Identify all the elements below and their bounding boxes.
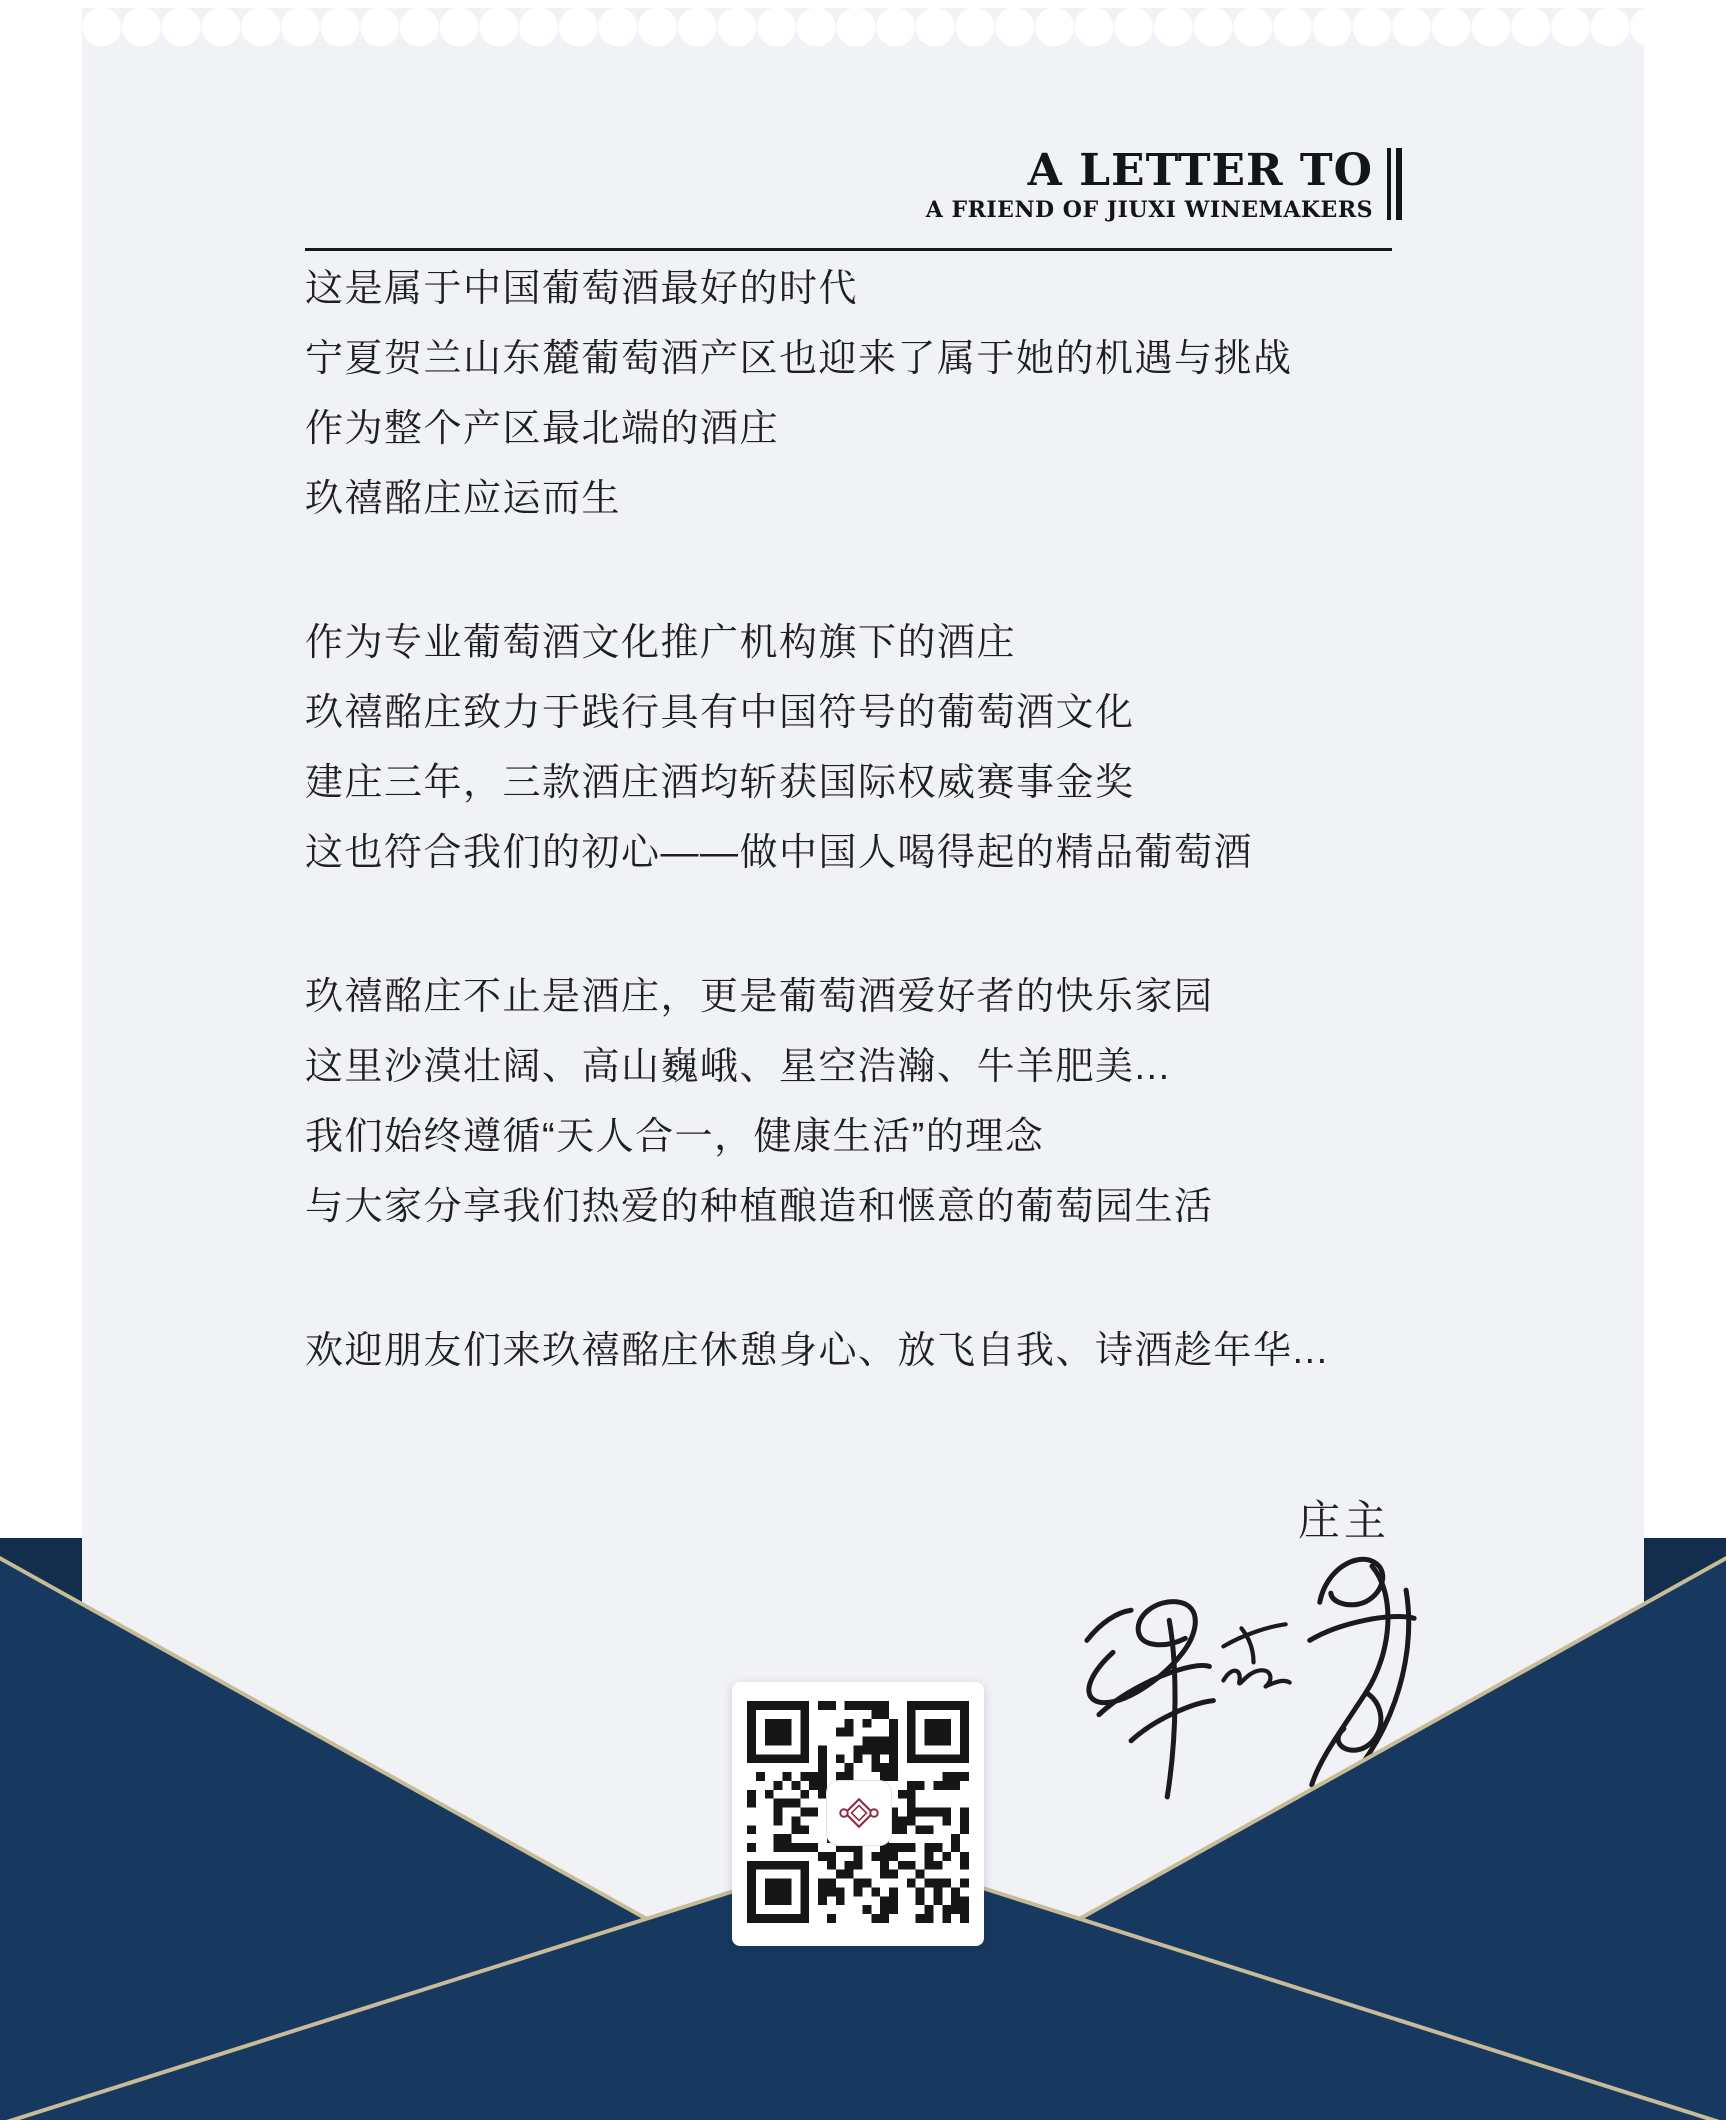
qr-center-logo bbox=[826, 1780, 892, 1846]
letter-line: 与大家分享我们热爱的种植酿造和惬意的葡萄园生活 bbox=[305, 1186, 1214, 1228]
letter-line: 宁夏贺兰山东麓葡萄酒产区也迎来了属于她的机遇与挑战 bbox=[305, 338, 1293, 380]
header-subtitle: A FRIEND OF JIUXI WINEMAKERS bbox=[925, 197, 1373, 224]
header-title: A LETTER TO bbox=[1027, 145, 1373, 196]
letter-line: 玖禧酩庄不止是酒庄，更是葡萄酒爱好者的快乐家园 bbox=[305, 976, 1214, 1018]
letter-line: 欢迎朋友们来玖禧酩庄休憩身心、放飞自我、诗酒趁年华... bbox=[305, 1330, 1329, 1372]
letter-line: 玖禧酩庄应运而生 bbox=[305, 478, 622, 520]
letter-line: 作为专业葡萄酒文化推广机构旗下的酒庄 bbox=[305, 622, 1017, 664]
letter-line: 建庄三年，三款酒庄酒均斩获国际权威赛事金奖 bbox=[305, 762, 1135, 804]
qr-code bbox=[732, 1682, 984, 1946]
diamond-emblem-icon bbox=[833, 1787, 885, 1839]
letter-line: 这里沙漠壮阔、高山巍峨、星空浩瀚、牛羊肥美... bbox=[305, 1046, 1171, 1088]
letter-line: 我们始终遵循“天人合一，健康生活”的理念 bbox=[305, 1116, 1045, 1158]
letter-line: 这也符合我们的初心——做中国人喝得起的精品葡萄酒 bbox=[305, 832, 1254, 874]
letter-line: 这是属于中国葡萄酒最好的时代 bbox=[305, 268, 859, 310]
signoff-role: 庄主 bbox=[1297, 1497, 1390, 1544]
letter-line: 作为整个产区最北端的酒庄 bbox=[305, 408, 780, 450]
letter-line: 玖禧酩庄致力于践行具有中国符号的葡萄酒文化 bbox=[305, 692, 1135, 734]
